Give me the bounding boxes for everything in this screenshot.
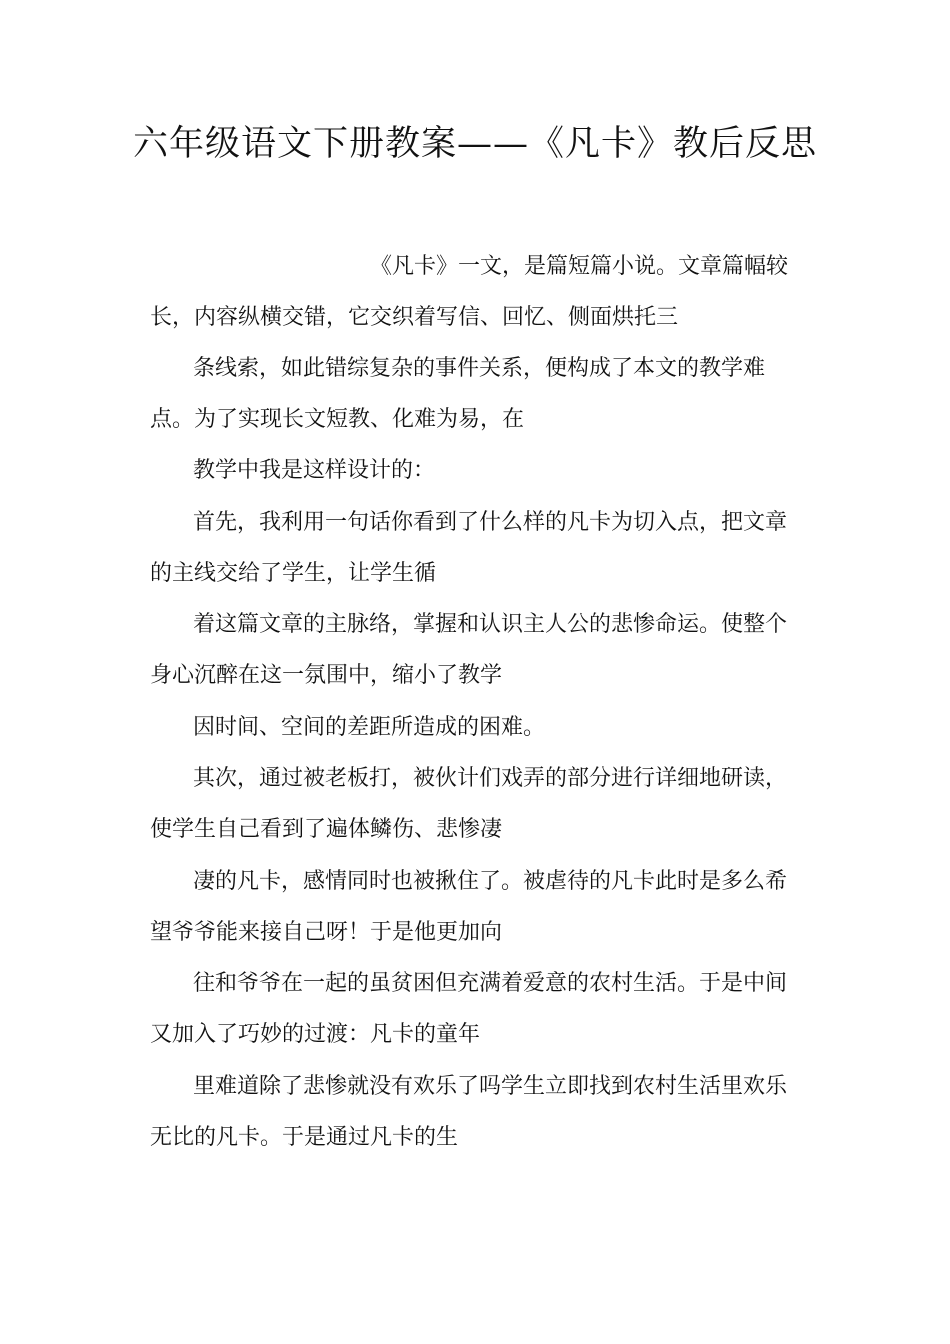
document-title: 六年级语文下册教案——《凡卡》教后反思 (132, 124, 817, 164)
body-line: 长，内容纵横交错，它交织着写信、回忆、侧面烘托三 (150, 305, 679, 330)
body-line: 点。为了实现长文短教、化难为易，在 (150, 407, 525, 432)
body-line: 凄的凡卡，感情同时也被揪住了。被虐待的凡卡此时是多么希 (193, 869, 788, 894)
body-line: 《凡卡》一文，是篇短篇小说。文章篇幅较 (370, 254, 789, 279)
body-line: 教学中我是这样设计的： (193, 458, 436, 483)
body-line: 首先，我利用一句话你看到了什么样的凡卡为切入点，把文章 (193, 510, 788, 535)
body-line: 往和爷爷在一起的虽贫困但充满着爱意的农村生活。于是中间 (193, 971, 788, 996)
body-line: 又加入了巧妙的过渡：凡卡的童年 (150, 1022, 481, 1047)
body-line: 望爷爷能来接自己呀！于是他更加向 (150, 920, 503, 945)
body-line: 着这篇文章的主脉络，掌握和认识主人公的悲惨命运。使整个 (193, 612, 788, 637)
body-line: 其次，通过被老板打，被伙计们戏弄的部分进行详细地研读， (193, 766, 788, 791)
body-line: 里难道除了悲惨就没有欢乐了吗学生立即找到农村生活里欢乐 (193, 1074, 788, 1099)
body-line: 条线索，如此错综复杂的事件关系，便构成了本文的教学难 (193, 356, 766, 381)
body-line: 的主线交给了学生，让学生循 (150, 561, 437, 586)
body-line: 因时间、空间的差距所造成的困难。 (193, 715, 546, 740)
body-line: 无比的凡卡。于是通过凡卡的生 (150, 1125, 459, 1150)
body-line: 身心沉醉在这一氛围中，缩小了教学 (150, 663, 503, 688)
body-line: 使学生自己看到了遍体鳞伤、悲惨凄 (150, 817, 503, 842)
